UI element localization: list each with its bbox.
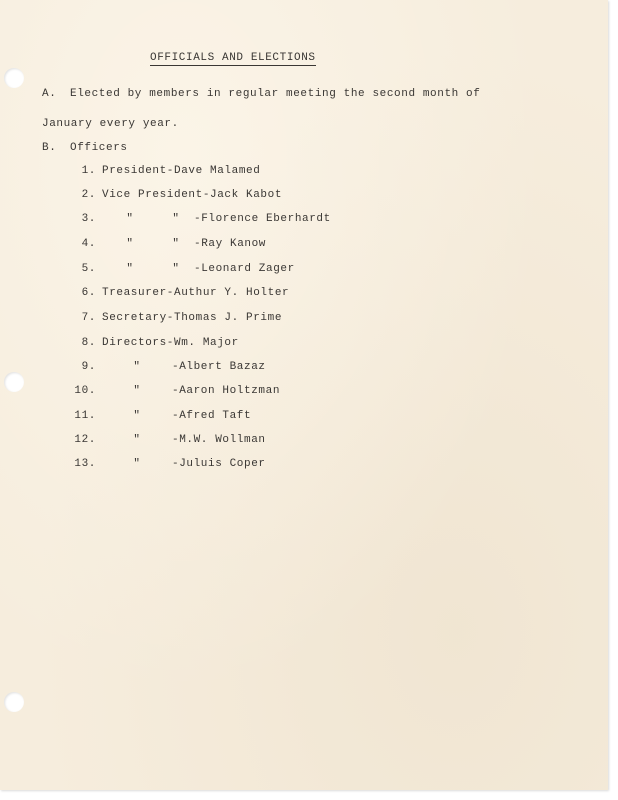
section-a-text-1: Elected by members in regular meeting the second month of — [70, 88, 481, 100]
section-a-marker: A. — [42, 88, 57, 100]
officer-row — [66, 189, 282, 205]
document-title: OFFICIALS AND ELECTIONS — [150, 52, 316, 64]
officer-number: 3. — [81, 213, 96, 225]
section-b-heading — [42, 142, 128, 154]
officer-number: 8. — [81, 337, 96, 349]
punch-hole-bottom — [4, 692, 24, 712]
ditto-mark: " — [126, 263, 134, 275]
officer-number: 6. — [81, 287, 96, 299]
officer-row — [66, 434, 266, 450]
ditto-mark: " — [126, 238, 134, 250]
ditto-mark: " — [133, 410, 141, 422]
ditto-mark: " — [172, 263, 180, 275]
officer-number: 9. — [81, 361, 96, 373]
officer-row — [66, 165, 260, 181]
officer-text: Vice President-Jack Kabot — [102, 189, 283, 201]
punch-hole-top — [4, 68, 24, 88]
officer-number: 5. — [81, 263, 96, 275]
officer-text: -Aaron Holtzman — [172, 385, 281, 397]
officer-text: Directors-Wm. Major — [102, 337, 239, 349]
officer-number: 10. — [74, 385, 96, 397]
section-b-marker: B. — [42, 142, 57, 154]
officer-number: 12. — [74, 434, 96, 446]
officer-text: President-Dave Malamed — [102, 165, 261, 177]
officer-number: 2. — [81, 189, 96, 201]
officer-number: 1. — [81, 165, 96, 177]
officer-text: -Albert Bazaz — [172, 361, 266, 373]
punch-hole-middle — [4, 372, 24, 392]
officer-row — [66, 410, 251, 426]
officer-row — [66, 238, 266, 254]
ditto-mark: " — [133, 434, 141, 446]
ditto-mark: " — [172, 213, 180, 225]
officer-text: -Florence Eberhardt — [194, 213, 331, 225]
section-a-line-2: January every year. — [42, 118, 179, 130]
section-a-line-1 — [42, 88, 480, 100]
officer-text: Treasurer-Authur Y. Holter — [102, 287, 290, 299]
officer-row — [66, 385, 280, 401]
ditto-mark: " — [172, 238, 180, 250]
officer-row — [66, 361, 266, 377]
officer-text: -Leonard Zager — [194, 263, 295, 275]
officer-number: 7. — [81, 312, 96, 324]
section-b-heading-text: Officers — [70, 142, 128, 154]
officer-text: -Afred Taft — [172, 410, 252, 422]
officer-row — [66, 337, 239, 353]
ditto-mark: " — [133, 385, 141, 397]
ditto-mark: " — [133, 458, 141, 470]
officer-text: -Juluis Coper — [172, 458, 266, 470]
officer-text: Secretary-Thomas J. Prime — [102, 312, 283, 324]
officer-number: 11. — [74, 410, 96, 422]
officer-number: 13. — [74, 458, 96, 470]
ditto-mark: " — [133, 361, 141, 373]
officer-text: -M.W. Wollman — [172, 434, 266, 446]
officer-row — [66, 213, 331, 229]
officer-number: 4. — [81, 238, 96, 250]
officer-row — [66, 287, 289, 303]
officer-row — [66, 458, 266, 474]
ditto-mark: " — [126, 213, 134, 225]
officer-row — [66, 312, 282, 328]
officer-row — [66, 263, 295, 279]
officer-text: -Ray Kanow — [194, 238, 267, 250]
